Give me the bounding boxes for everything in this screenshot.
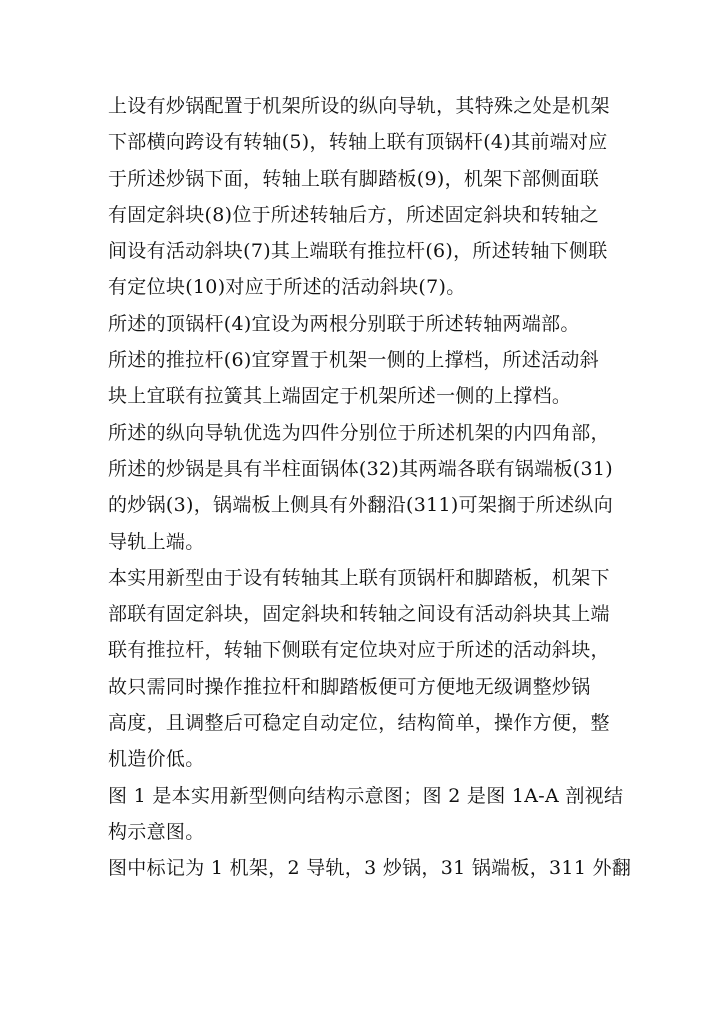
text-line: 高度，且调整后可稳定自动定位，结构简单，操作方便，整 <box>108 712 610 735</box>
text-line: 所述的纵向导轨优选为四件分别位于所述机架的内四角部， <box>108 421 610 444</box>
text-line: 的炒锅(3)，锅端板上侧具有外翻沿(311)可架搁于所述纵向 <box>108 494 614 517</box>
text-line: 下部横向跨设有转轴(5)，转轴上联有顶锅杆(4)其前端对应 <box>108 131 608 154</box>
text-line: 间设有活动斜块(7)其上端联有推拉杆(6)，所述转轴下侧联 <box>108 240 608 263</box>
text-line: 有固定斜块(8)位于所述转轴后方，所述固定斜块和转轴之 <box>108 203 600 226</box>
text-line: 图 1 是本实用新型侧向结构示意图；图 2 是图 1A-A 剖视结 <box>108 784 624 807</box>
text-line: 所述的炒锅是具有半柱面锅体(32)其两端各联有锅端板(31) <box>108 457 614 480</box>
text-line: 于所述炒锅下面，转轴上联有脚踏板(9)，机架下部侧面联 <box>108 167 600 190</box>
body-text <box>108 88 632 887</box>
text-line: 上设有炒锅配置于机架所设的纵向导轨，其特殊之处是机架 <box>108 95 610 117</box>
text-line: 导轨上端。 <box>108 530 205 553</box>
text-line: 有定位块(10)对应于所述的活动斜块(7)。 <box>108 276 466 299</box>
text-line: 所述的推拉杆(6)宜穿置于机架一侧的上撑档，所述活动斜 <box>108 349 600 372</box>
text-line: 联有推拉杆，转轴下侧联有定位块对应于所述的活动斜块， <box>108 639 610 662</box>
text-line: 所述的顶锅杆(4)宜设为两根分别联于所述转轴两端部。 <box>108 312 580 335</box>
text-line: 块上宜联有拉簧其上端固定于机架所述一侧的上撑档。 <box>108 385 572 408</box>
text-line: 部联有固定斜块，固定斜块和转轴之间设有活动斜块其上端 <box>108 603 610 626</box>
text-line: 机造价低。 <box>108 748 205 771</box>
text-line: 本实用新型由于设有转轴其上联有顶锅杆和脚踏板，机架下 <box>108 566 610 589</box>
text-line: 构示意图。 <box>108 820 205 843</box>
text-line: 图中标记为 1 机架，2 导轨，3 炒锅，31 锅端板，311 外翻 <box>108 857 632 880</box>
text-line: 故只需同时操作推拉杆和脚踏板便可方便地无级调整炒锅 <box>108 675 591 698</box>
